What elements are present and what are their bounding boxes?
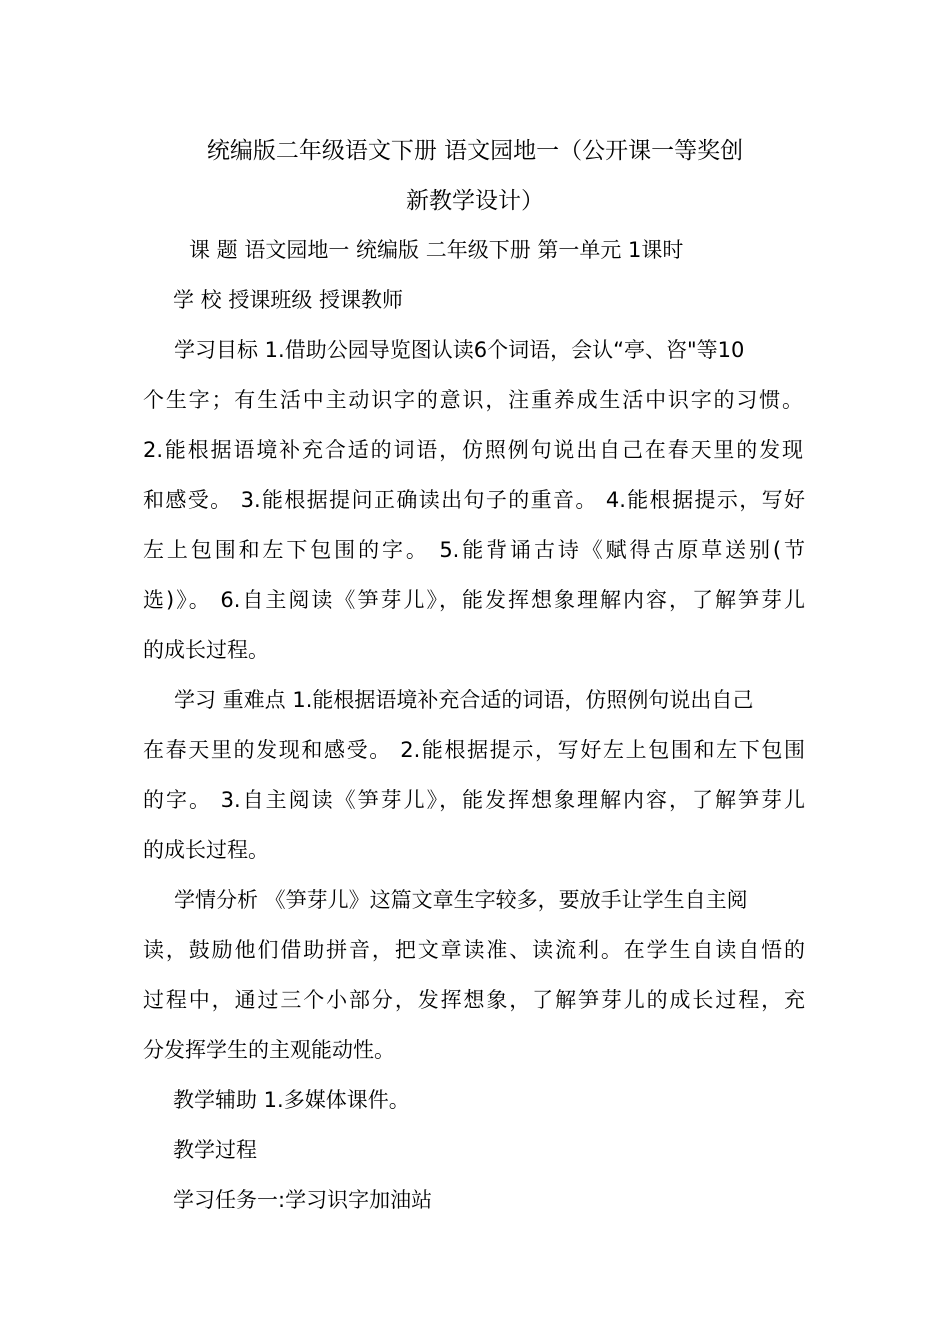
document-title-line-2: 新教学设计） [406,188,544,214]
analysis-line-4: 分发挥学生的主观能动性。 [143,1038,395,1062]
lesson-info-line: 课 题 语文园地一 统编版 二年级下册 第一单元 1课时 [189,238,684,262]
objective-line-1: 学习目标 1.借助公园导览图认读6个词语，会认“亭、咨"等10 [174,338,745,362]
learning-task-one-heading: 学习任务一:学习识字加油站 [173,1188,433,1212]
difficulty-line-4: 的成长过程。 [143,838,269,862]
analysis-line-2: 读，鼓励他们借助拼音，把文章读准、读流利。在学生自读自悟的 [143,938,805,962]
objective-line-4: 和感受。 3.能根据提问正确读出句子的重音。 4.能根据提示，写好 [143,488,805,512]
teaching-aids-line: 教学辅助 1.多媒体课件。 [173,1088,410,1112]
difficulty-line-1: 学习 重难点 1.能根据语境补充合适的词语，仿照例句说出自己 [174,688,754,712]
objective-line-6: 选)》。 6.自主阅读《笋芽儿》，能发挥想象理解内容，了解笋芽儿 [143,588,805,612]
analysis-line-3: 过程中，通过三个小部分，发挥想象，了解笋芽儿的成长过程，充 [143,988,805,1012]
difficulty-line-2: 在春天里的发现和感受。 2.能根据提示，写好左上包围和左下包围 [143,738,805,762]
document-title-line-1: 统编版二年级语文下册 语文园地一（公开课一等奖创 [206,138,744,164]
objective-line-2: 个生字；有生活中主动识字的意识，注重养成生活中识字的习惯。 [143,388,803,412]
objective-line-7: 的成长过程。 [143,638,269,662]
school-class-teacher-line: 学 校 授课班级 授课教师 [173,288,404,312]
objective-line-5: 左上包围和左下包围的字。 5.能背诵古诗《赋得古原草送别(节 [143,538,805,562]
difficulty-line-3: 的字。 3.自主阅读《笋芽儿》，能发挥想象理解内容，了解笋芽儿 [143,788,805,812]
objective-line-3: 2.能根据语境补充合适的词语，仿照例句说出自己在春天里的发现 [143,438,803,462]
analysis-line-1: 学情分析 《笋芽儿》这篇文章生字较多，要放手让学生自主阅 [174,888,748,912]
teaching-process-heading: 教学过程 [173,1138,257,1162]
